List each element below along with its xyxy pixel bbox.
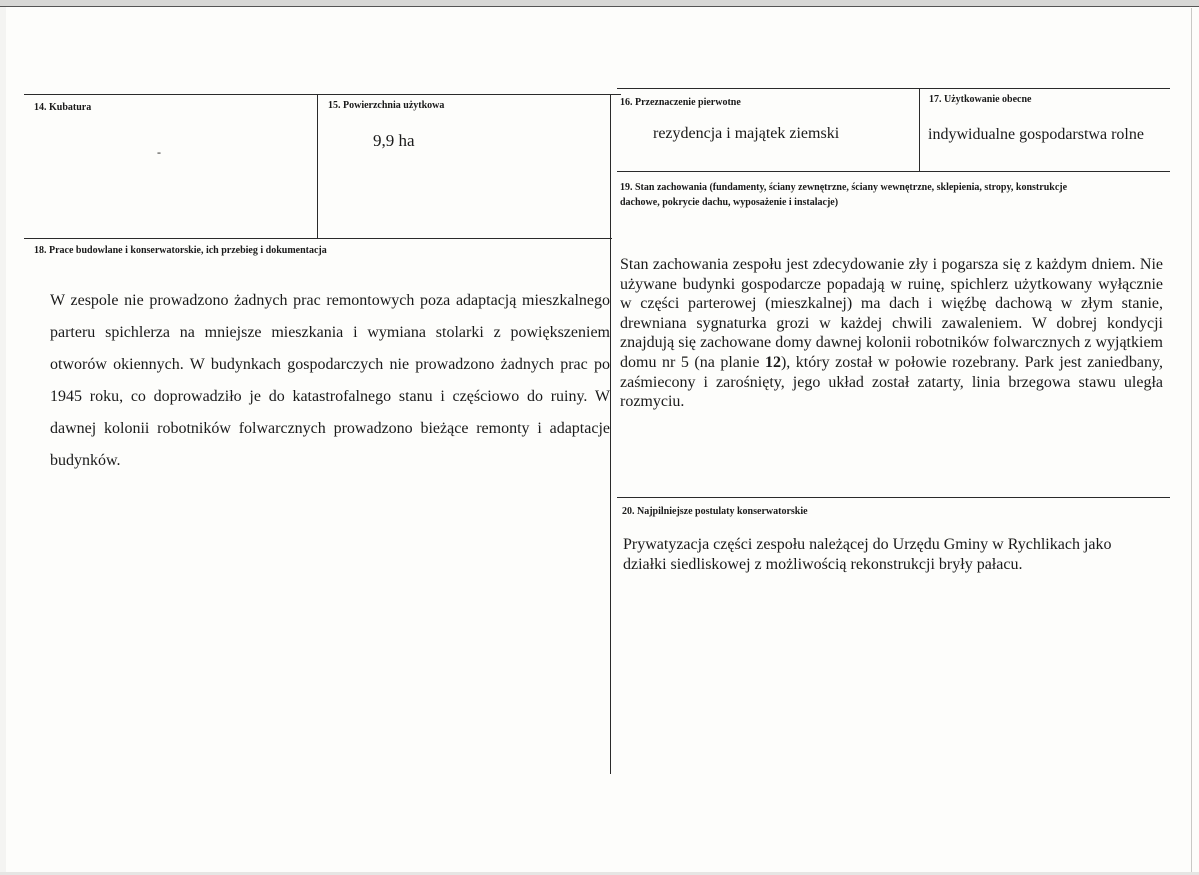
rule-section18-top	[24, 238, 612, 239]
rule-section19-top	[617, 171, 1170, 172]
rule-top-left	[24, 94, 621, 95]
rule-section20-top	[617, 497, 1170, 498]
field-18-label: 18. Prace budowlane i konserwatorskie, ich przebieg i dokumentacja	[34, 245, 327, 256]
field-15-label: 15. Powierzchnia użytkowa	[328, 100, 445, 111]
field-19-text-part2: ), który został w połowie rozebrany. Park jest zaniedbany, zaśmiecony i zarośnięty, jego układ został zatarty, linia brzegowa stawu uległa rozmyciu.	[620, 353, 1163, 411]
field-14-label: 14. Kubatura	[34, 102, 92, 113]
form-page	[6, 7, 1199, 875]
rule-column-divider	[610, 94, 611, 774]
field-18-text: W zespole nie prowadzono żadnych prac remontowych poza adaptacją mieszkalnego parteru spichlerza na mniejsze mieszkania i wymiana stolarki z powiększeniem otworów okiennych. W budynkach gospodarczych nie prowadzono żadnych prac po 1945 roku, co doprowadziło je do katastrofalnego stanu i częściowo do ruiny. W dawnej kolonii robotników folwarcznych prowadzono bieżące remonty i adaptacje budynków.	[50, 292, 610, 469]
field-17-label: 17. Użytkowanie obecne	[929, 94, 1032, 105]
scan-right-edge	[1191, 8, 1192, 875]
rule-divider-16-17	[919, 88, 920, 172]
rule-divider-14-15	[317, 94, 318, 238]
field-17-value: indywidualne gospodarstwa rolne	[928, 126, 1144, 143]
field-19-text-part1: Stan zachowania zespołu jest zdecydowanie zły i pogarsza się z każdym dniem. Nie używane budynki gospodarcze popadają w ruinę, spichlerz użytkowany wyłącznie w części parterowej (mieszkalnej) ma dach i więźbę dachową w złym stanie, drewniana sygnaturka grozi w każdej chwili zawaleniem. W dobrej kondycji znajdują się zachowane domy dawnej kolonii robotników folwarcznych z wyjątkiem domu nr 5 (na planie	[620, 256, 1163, 371]
field-19-plan-number: 12	[764, 353, 781, 371]
field-15-value: 9,9 ha	[373, 131, 415, 150]
field-20-label: 20. Najpilniejsze postulaty konserwatorskie	[622, 506, 808, 517]
field-14-value: -	[157, 145, 161, 159]
field-20-text: Prywatyzacja części zespołu należącej do Urzędu Gminy w Rychlikach jako działki siedliskowej z możliwością rekonstrukcji bryły pałacu.	[623, 536, 1112, 573]
field-19-text	[620, 255, 1163, 412]
field-16-value: rezydencja i majątek ziemski	[653, 125, 840, 142]
field-16-label: 16. Przeznaczenie pierwotne	[620, 97, 741, 108]
rule-top-right	[617, 88, 1170, 89]
field-19-label: 19. Stan zachowania (fundamenty, ściany zewnętrzne, ściany wewnętrzne, sklepienia, stropy, konstrukcje dachowe, pokrycie dachu, wyposażenie i instalacje)	[620, 182, 1068, 208]
